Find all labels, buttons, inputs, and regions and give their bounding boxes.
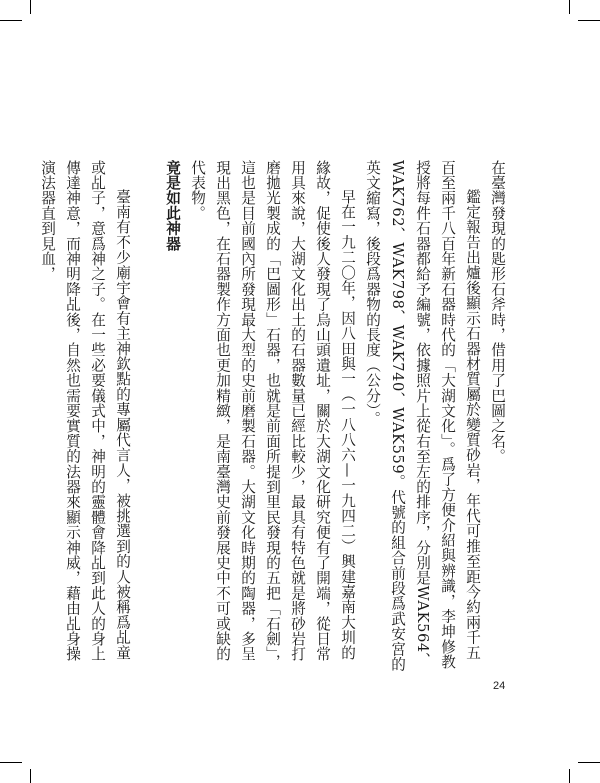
section-heading: 竟是如此神器	[164, 160, 181, 252]
crop-mark-top-right-h	[578, 20, 600, 21]
page-number: 24	[493, 680, 506, 692]
paragraph-appraisal: 鑑定報告出爐後顯示石器材質屬於變質砂岩，年代可推至距今約兩千五百至兩千八百年新石器時代的「大湖文化」。爲了方便介紹與辨識，李坤修教授將每件石器都給予編號，依據照片上從右至左的排序，分別是WAK564、WAK762、WAK798、WAK740、WAK559。代號的組合前段爲武安宮的英文縮寫，後段爲器物的長度（公分）。	[364, 160, 481, 672]
paragraph-temples: 臺南有不少廟宇會有主神欽點的專屬代言人，被挑選到的人被稱爲乩童或乩子，意爲神之子。在一些必要儀式中，神明的靈體會降乩到此人的身上傳達神意，而神明降乩後，自然也需要實質的法器來顯示神威，藉由乩身操演法器直到見血，	[39, 160, 131, 662]
crop-mark-top-left-v	[30, 0, 31, 14]
paragraph-continuation: 在臺灣發現的匙形石斧時，借用了巴圖之名。	[489, 160, 506, 464]
crop-mark-bottom-left-v	[30, 769, 31, 783]
body-text	[35, 160, 510, 672]
paragraph-dahu-culture: 早在一九二〇年，因八田與一（一八八六—一九四二）興建嘉南大圳的緣故，促使後人發現了烏山頭遺址，關於大湖文化研究便有了開端，從日常用具來說，大湖文化出土的石器數量已經比較少，最具有特色就是將砂岩打磨拋光製成的「巴圖形」石器，也就是前面所提到里民發現的五把「石劍」，這也是目前國內所發現最大型的史前磨製石器。大湖文化時期的陶器，多呈現出黑色，在石器製作方面也更加精緻，是南臺灣史前發展史中不可或缺的代表物。	[189, 160, 356, 670]
crop-mark-top-right-v	[569, 0, 570, 14]
crop-mark-bottom-left-h	[0, 762, 22, 763]
crop-mark-top-left-h	[0, 20, 22, 21]
crop-mark-bottom-right-h	[578, 762, 600, 763]
crop-mark-bottom-right-v	[569, 769, 570, 783]
